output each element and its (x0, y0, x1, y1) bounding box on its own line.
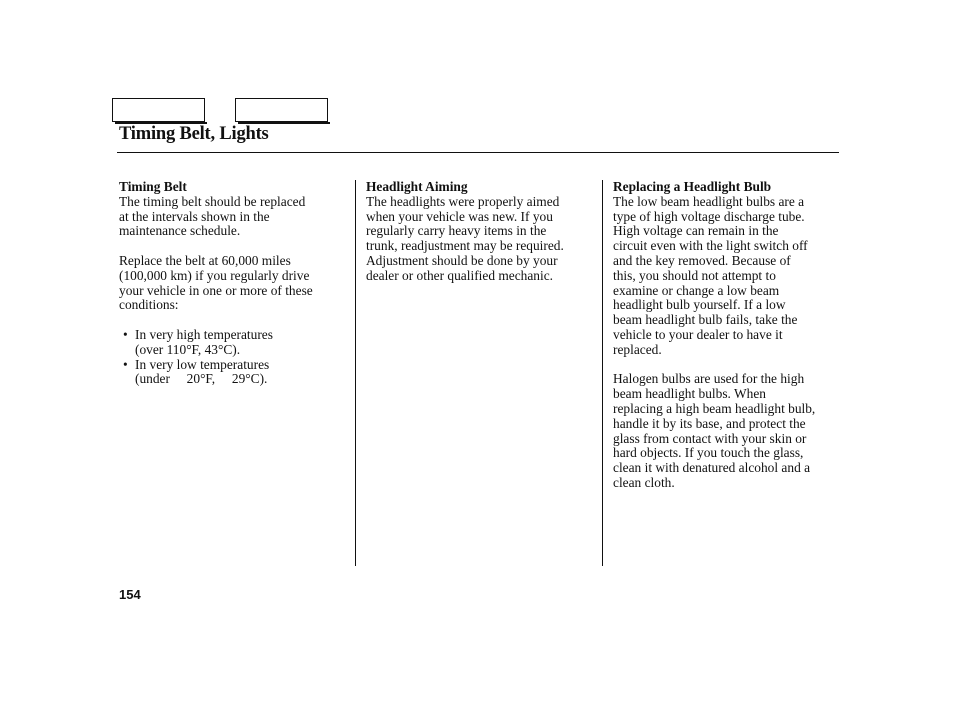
bullet-list (119, 328, 345, 387)
list-item-text: In very low temperatures (under 20°F, 29°C). (135, 356, 270, 387)
page-title: Timing Belt, Lights (119, 124, 269, 144)
paragraph: Replace the belt at 60,000 miles (100,000 km) if you regularly drive your vehicle in one or more of these conditions: (119, 252, 313, 313)
list-item (119, 358, 345, 388)
paragraph: The low beam headlight bulbs are a type of high voltage discharge tube. High voltage can remain in the circuit even with the light switch off and the key removed. Because of this, you should not attempt to examine or change a low beam headlight bulb yourself. If a low beam headlight bulb fails, take the vehicle to your dealer to have it replaced. (613, 193, 808, 357)
bullet-icon: • (123, 356, 128, 372)
column-divider (355, 180, 356, 566)
list-item (119, 328, 345, 358)
paragraph: Halogen bulbs are used for the high beam headlight bulbs. When replacing a high beam headlight bulb, handle it by its base, and protect the glass from contact with your skin or hard objects. If you touch the glass, clean it with denatured alcohol and a clean cloth. (613, 371, 816, 490)
next-page-button[interactable] (235, 98, 328, 122)
section-heading: Timing Belt (119, 179, 187, 194)
page-number: 154 (119, 587, 141, 602)
section-heading: Replacing a Headlight Bulb (613, 179, 772, 194)
column-timing-belt (119, 180, 345, 387)
column-divider (602, 180, 603, 566)
title-divider (117, 152, 839, 153)
column-replacing-headlight-bulb (613, 180, 845, 506)
section-heading: Headlight Aiming (366, 179, 468, 194)
previous-page-button[interactable] (112, 98, 205, 122)
column-headlight-aiming (366, 180, 598, 298)
bullet-icon: • (123, 326, 128, 342)
list-item-text: In very high temperatures (over 110°F, 43°C). (135, 326, 273, 357)
paragraph: The headlights were properly aimed when your vehicle was new. If you regularly carry heavy items in the trunk, readjustment may be required. Adjustment should be done by your dealer or other qualified mechanic. (366, 193, 564, 283)
paragraph: The timing belt should be replaced at the intervals shown in the maintenance schedule. (119, 193, 306, 239)
